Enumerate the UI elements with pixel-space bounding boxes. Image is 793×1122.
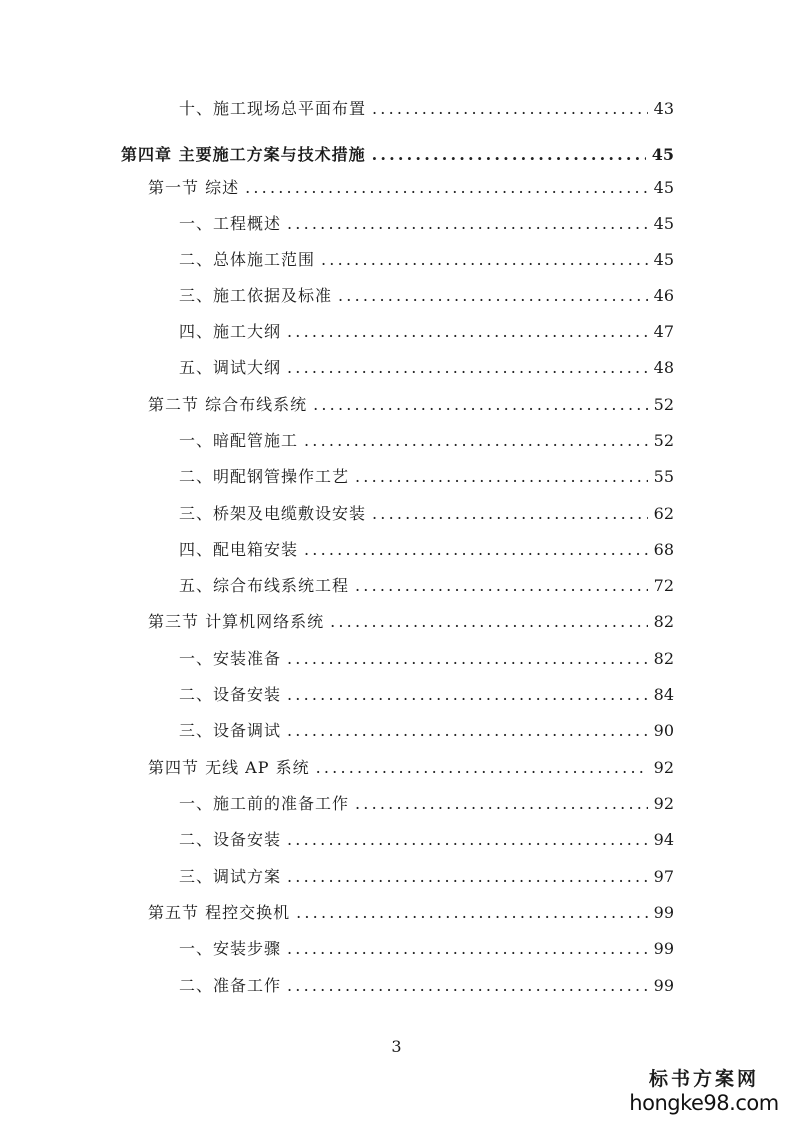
toc-entry-page: 82 — [653, 612, 674, 631]
toc-entry-title: 十、施工现场总平面布置 — [179, 99, 367, 118]
toc-entry-page: 94 — [653, 830, 674, 849]
toc-entry-page: 45 — [653, 250, 674, 269]
toc-dot-leader — [304, 430, 648, 452]
toc-entry-page: 46 — [653, 286, 674, 305]
toc-entry-item[interactable] — [179, 648, 674, 670]
toc-entry-title: 一、暗配管施工 — [179, 431, 299, 450]
toc-entry-page: 90 — [653, 721, 674, 740]
toc-entry-title: 五、调试大纲 — [179, 358, 282, 377]
toc-entry-item[interactable] — [179, 793, 674, 815]
toc-dot-leader — [287, 938, 648, 960]
toc-entry-section[interactable] — [148, 757, 674, 779]
toc-dot-leader — [338, 285, 648, 307]
toc-entry-page: 52 — [653, 431, 674, 450]
toc-entry-item[interactable] — [179, 938, 674, 960]
toc-dot-leader — [287, 720, 648, 742]
toc-dot-leader — [330, 611, 648, 633]
toc-entry-item[interactable] — [179, 503, 674, 525]
toc-entry-page: 72 — [653, 576, 674, 595]
toc-entry-page: 52 — [653, 395, 674, 414]
watermark-logo — [629, 1068, 779, 1116]
toc-entry-item[interactable] — [179, 866, 674, 888]
toc-entry-item[interactable] — [179, 213, 674, 235]
toc-entry-page: 45 — [653, 214, 674, 233]
toc-entry-title: 一、工程概述 — [179, 214, 282, 233]
toc-entry-page: 68 — [653, 540, 674, 559]
toc-dot-leader — [304, 539, 648, 561]
toc-entry-page: 99 — [653, 976, 674, 995]
toc-dot-leader — [321, 249, 648, 271]
toc-entry-title: 二、明配钢管操作工艺 — [179, 467, 350, 486]
toc-entry-item[interactable] — [179, 466, 674, 488]
toc-entry-title: 二、设备安装 — [179, 685, 282, 704]
toc-entry-title: 四、施工大纲 — [179, 322, 282, 341]
toc-dot-leader — [316, 757, 648, 779]
toc-dot-leader — [287, 213, 648, 235]
toc-entry-title: 第五节 程控交换机 — [148, 903, 291, 922]
toc-entry-title: 三、设备调试 — [179, 721, 282, 740]
toc-entry-title: 三、施工依据及标准 — [179, 286, 333, 305]
toc-entry-page: 45 — [653, 178, 674, 197]
toc-entry-item[interactable] — [179, 321, 674, 343]
toc-entry-page: 92 — [653, 794, 674, 813]
toc-entry-title: 一、施工前的准备工作 — [179, 794, 350, 813]
toc-entry-page: 82 — [653, 649, 674, 668]
toc-dot-leader — [287, 684, 648, 706]
toc-entry-page: 62 — [653, 504, 674, 523]
watermark-url: hongke98.com — [629, 1091, 779, 1115]
toc-entry-page: 99 — [653, 939, 674, 958]
toc-dot-leader — [372, 503, 648, 525]
toc-entry-item[interactable] — [179, 430, 674, 452]
toc-entry-item[interactable] — [179, 249, 674, 271]
toc-entry-title: 三、桥架及电缆敷设安装 — [179, 504, 367, 523]
toc-entry-title: 第四节 无线 AP 系统 — [148, 758, 310, 777]
toc-entry-section[interactable] — [148, 611, 674, 633]
toc-dot-leader — [245, 177, 648, 199]
toc-entry-page: 45 — [651, 145, 674, 164]
toc-entry-section[interactable] — [148, 394, 674, 416]
toc-entry-page: 47 — [653, 322, 674, 341]
page-number: 3 — [391, 1037, 402, 1056]
toc-entry-item[interactable] — [179, 684, 674, 706]
toc-dot-leader — [313, 394, 648, 416]
toc-entry-title: 第二节 综合布线系统 — [148, 395, 308, 414]
toc-entry-item[interactable] — [179, 98, 674, 120]
toc-entry-item[interactable] — [179, 829, 674, 851]
toc-entry-title: 第一节 综述 — [148, 178, 240, 197]
toc-dot-leader — [355, 466, 648, 488]
toc-entry-chapter[interactable] — [121, 144, 674, 166]
toc-entry-item[interactable] — [179, 575, 674, 597]
toc-dot-leader — [355, 575, 648, 597]
toc-dot-leader — [287, 321, 648, 343]
toc-entry-title: 二、准备工作 — [179, 976, 282, 995]
toc-entry-title: 第三节 计算机网络系统 — [148, 612, 325, 631]
toc-dot-leader — [287, 829, 648, 851]
toc-entry-section[interactable] — [148, 177, 674, 199]
toc-entry-title: 一、安装准备 — [179, 649, 282, 668]
toc-dot-leader — [287, 357, 648, 379]
toc-entry-title: 二、设备安装 — [179, 830, 282, 849]
toc-entry-title: 四、配电箱安装 — [179, 540, 299, 559]
toc-entry-page: 97 — [653, 867, 674, 886]
toc-entry-title: 五、综合布线系统工程 — [179, 576, 350, 595]
toc-dot-leader — [287, 866, 648, 888]
toc-dot-leader — [355, 793, 648, 815]
toc-dot-leader — [287, 648, 648, 670]
toc-entry-page: 48 — [653, 358, 674, 377]
toc-entry-title: 三、调试方案 — [179, 867, 282, 886]
toc-entry-title: 一、安装步骤 — [179, 939, 282, 958]
toc-entry-title: 第四章 主要施工方案与技术措施 — [121, 145, 366, 164]
toc-entry-page: 84 — [653, 685, 674, 704]
toc-entry-page: 43 — [653, 99, 674, 118]
toc-entry-page: 99 — [653, 903, 674, 922]
toc-dot-leader — [372, 98, 648, 120]
toc-entry-title: 二、总体施工范围 — [179, 250, 316, 269]
toc-dot-leader — [296, 902, 648, 924]
toc-entry-page: 92 — [653, 758, 674, 777]
toc-entry-item[interactable] — [179, 539, 674, 561]
toc-entry-item[interactable] — [179, 975, 674, 997]
watermark-site-name: 标书方案网 — [648, 1068, 759, 1090]
toc-entry-item[interactable] — [179, 285, 674, 307]
toc-entry-page: 55 — [653, 467, 674, 486]
toc-entry-item[interactable] — [179, 720, 674, 742]
toc-dot-leader — [287, 975, 648, 997]
toc-entry-item[interactable] — [179, 357, 674, 379]
toc-entry-section[interactable] — [148, 902, 674, 924]
toc-dot-leader — [372, 144, 646, 166]
